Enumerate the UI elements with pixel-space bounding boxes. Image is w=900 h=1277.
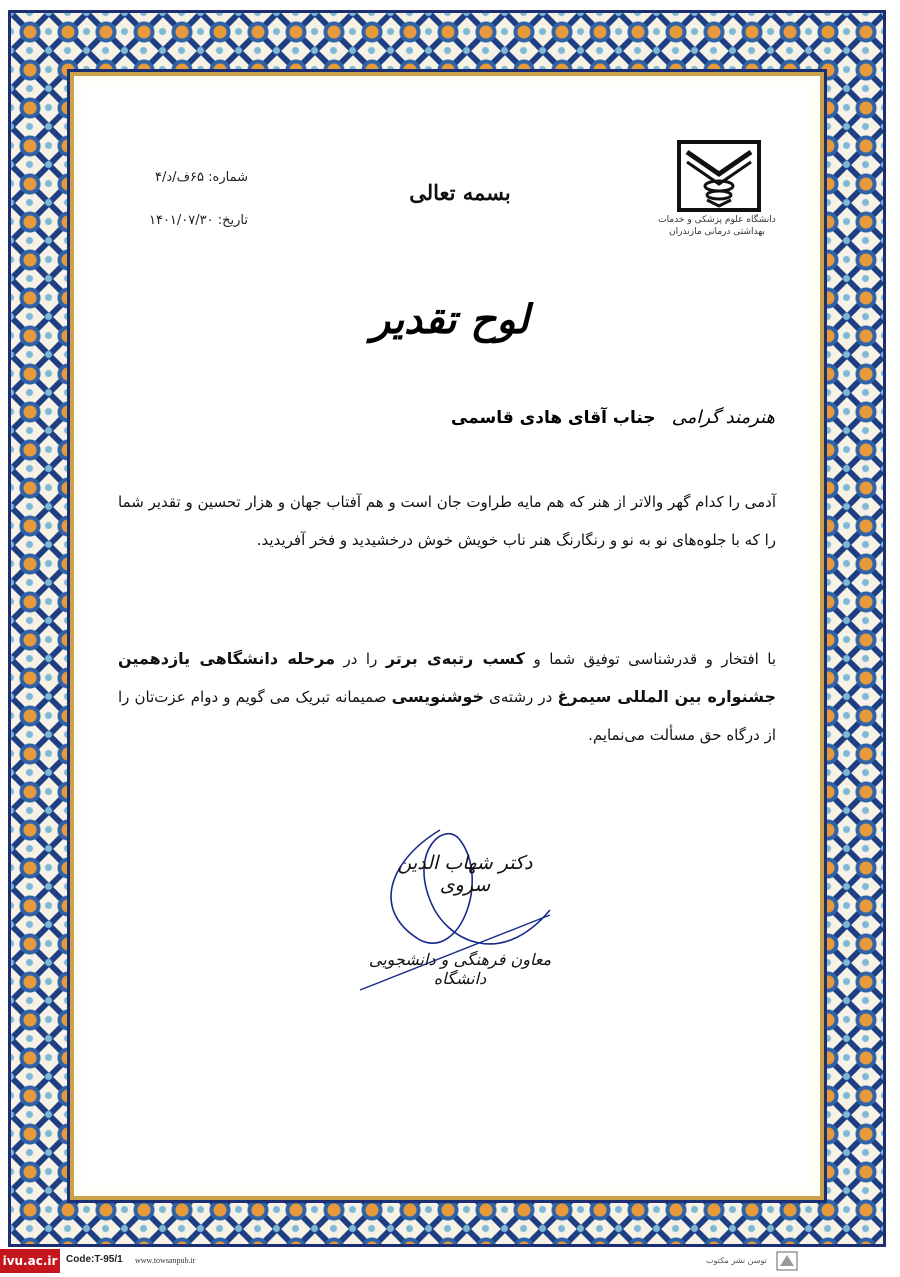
printer-url: www.towsanpub.ir (135, 1256, 196, 1265)
p2-text-3: در رشته‌ی (484, 688, 558, 706)
printer-logo-icon (776, 1251, 798, 1271)
p2-bold-field: خوشنویسی (391, 687, 485, 706)
printer-name: توسن نشر مکتوب (706, 1256, 767, 1265)
p2-bold-rank: کسب رتبه‌ی برتر (385, 649, 525, 668)
certificate-title: لوح تقدیر (370, 296, 530, 343)
addressee-name: جناب آقای هادی قاسمی (450, 408, 656, 428)
print-code: Code:T-95/1 (66, 1254, 123, 1265)
body-paragraph-2 (118, 640, 776, 754)
document-number: شماره: ۶۵ف/د/۴ (155, 170, 248, 185)
university-logo-icon (677, 140, 761, 212)
site-badge: ivu.ac.ir (0, 1249, 60, 1273)
logo-caption: دانشگاه علوم پزشکی و خدمات بهداشتی درمانی مازندران (658, 215, 776, 237)
signatory-title: معاون فرهنگی و دانشجویی دانشگاه (368, 950, 552, 988)
p2-text-1: با افتخار و قدرشناسی توفیق شما و (525, 650, 777, 668)
basmala: بسمه تعالی (409, 180, 511, 205)
document-date: تاریخ: ۱۴۰۱/۰۷/۳۰ (148, 213, 248, 228)
addressee (430, 407, 775, 428)
p2-bold-festival: مرحله دانشگاهی یازدهمین جشنواره بین المللی سیمرغ (118, 649, 777, 706)
certificate-paper (86, 88, 808, 1184)
addressee-lead: هنرمند گرامی (671, 407, 775, 428)
body-paragraph-1: آدمی را کدام گهر والاتر از هنر که هم مایه طراوت جان است و هم آفتاب جهان و هزار تحسین و تقدیر شما را که با جلوه‌های نو به نو و رنگارنگ هنر ناب خویش خوش درخشیدید و فخر آفریدید. (118, 493, 776, 549)
signatory-name: دکتر شهاب الدین سروی (397, 852, 533, 896)
p2-text-4: صمیمانه تبریک می گویم و دوام عزت‌تان را از درگاه حق مسألت می‌نمایم. (118, 688, 776, 744)
p2-text-2: را در (335, 650, 386, 668)
